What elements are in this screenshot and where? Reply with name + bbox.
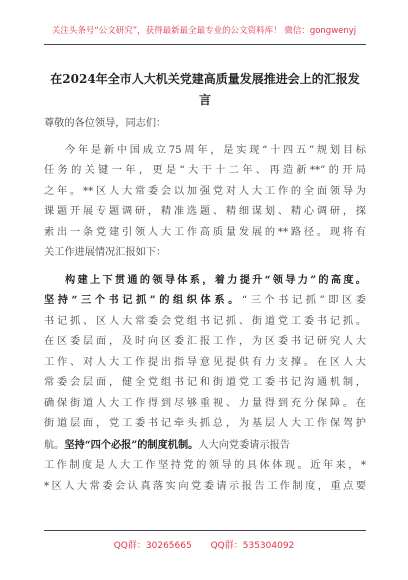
para3-line — [44, 435, 366, 457]
para1-line: 关工作进展情况汇报如下： — [44, 247, 167, 258]
para2-tail: 航。 — [44, 439, 65, 451]
para2-line: 街道层面，党工委书记牵头抓总，为基层人大工作保驾护 — [44, 418, 366, 429]
header-divider — [44, 44, 366, 45]
para2-line: 确保街道人大工作得到尽够重视、力量得到充分保障。在 — [44, 397, 366, 409]
title-line-2: 言 — [198, 93, 211, 107]
para1-line: 任务的关键一年，更是“大干十二年、再造新**”的开局 — [44, 165, 366, 176]
footer-qq-group-1: QQ群：30265665 — [113, 541, 192, 551]
footer-qq-group-2: QQ群：535304092 — [210, 541, 295, 551]
para3-lead: 坚持“四个必报”的制度机制。 — [64, 438, 199, 451]
para1-line: 课题开展专题调研，精准选题、精细谋划、精心调研，探 — [44, 206, 366, 217]
para3-line: *区人大常委会认真落实向党委请示报告工作制度，重点要 — [44, 480, 366, 492]
para2-line — [44, 290, 366, 312]
para3-line: 工作制度是人大工作坚持党的领导的具体体现。近年来，* — [44, 460, 366, 471]
section-heading: 构建上下贯通的领导体系，着力提升“领导力”的高度。 — [65, 273, 366, 286]
footer-banner — [0, 538, 408, 551]
para2-line: 常委会层面，健全党组书记和街道党工委书记沟通机制， — [44, 377, 366, 388]
footer-divider — [44, 530, 366, 531]
para3-text: 人大向党委请示报告 — [198, 439, 291, 451]
para2-line: 在区委层面，及时向区委汇报工作，为区委书记研究人大 — [44, 336, 366, 347]
para1-line: 索出一条党建引领人大工作高质量发展的**路径。现将有 — [44, 226, 366, 238]
document-body — [44, 114, 366, 497]
para2-line: 工作、对人大工作提出指导意见提供有力支撑。在区人大 — [44, 356, 366, 368]
para1-line: 今年是新中国成立75周年，是实现“十四五”规划目标 — [65, 144, 366, 156]
para2-line: 书记抓、区人大常委会党组书记抓、街道党工委书记抓。 — [44, 315, 366, 327]
title-line-1: 在2024年全市人大机关党建高质量发展推进会上的汇报发 — [50, 72, 360, 86]
para2-lead: 坚持“三个书记抓”的组织体系。 — [44, 294, 242, 306]
document-title — [44, 69, 366, 111]
header-banner: 关注头条号“公文研究”，获得最新最全最专业的公文资料库！ 微信：gongwenyj — [51, 26, 357, 36]
para2-text: “三个书记抓”即区委 — [241, 295, 366, 306]
para1-line: 之年。**区人大常委会以加强党对人大工作的全面领导为 — [44, 185, 366, 197]
salutation: 尊敬的各位领导，同志们： — [44, 118, 167, 129]
